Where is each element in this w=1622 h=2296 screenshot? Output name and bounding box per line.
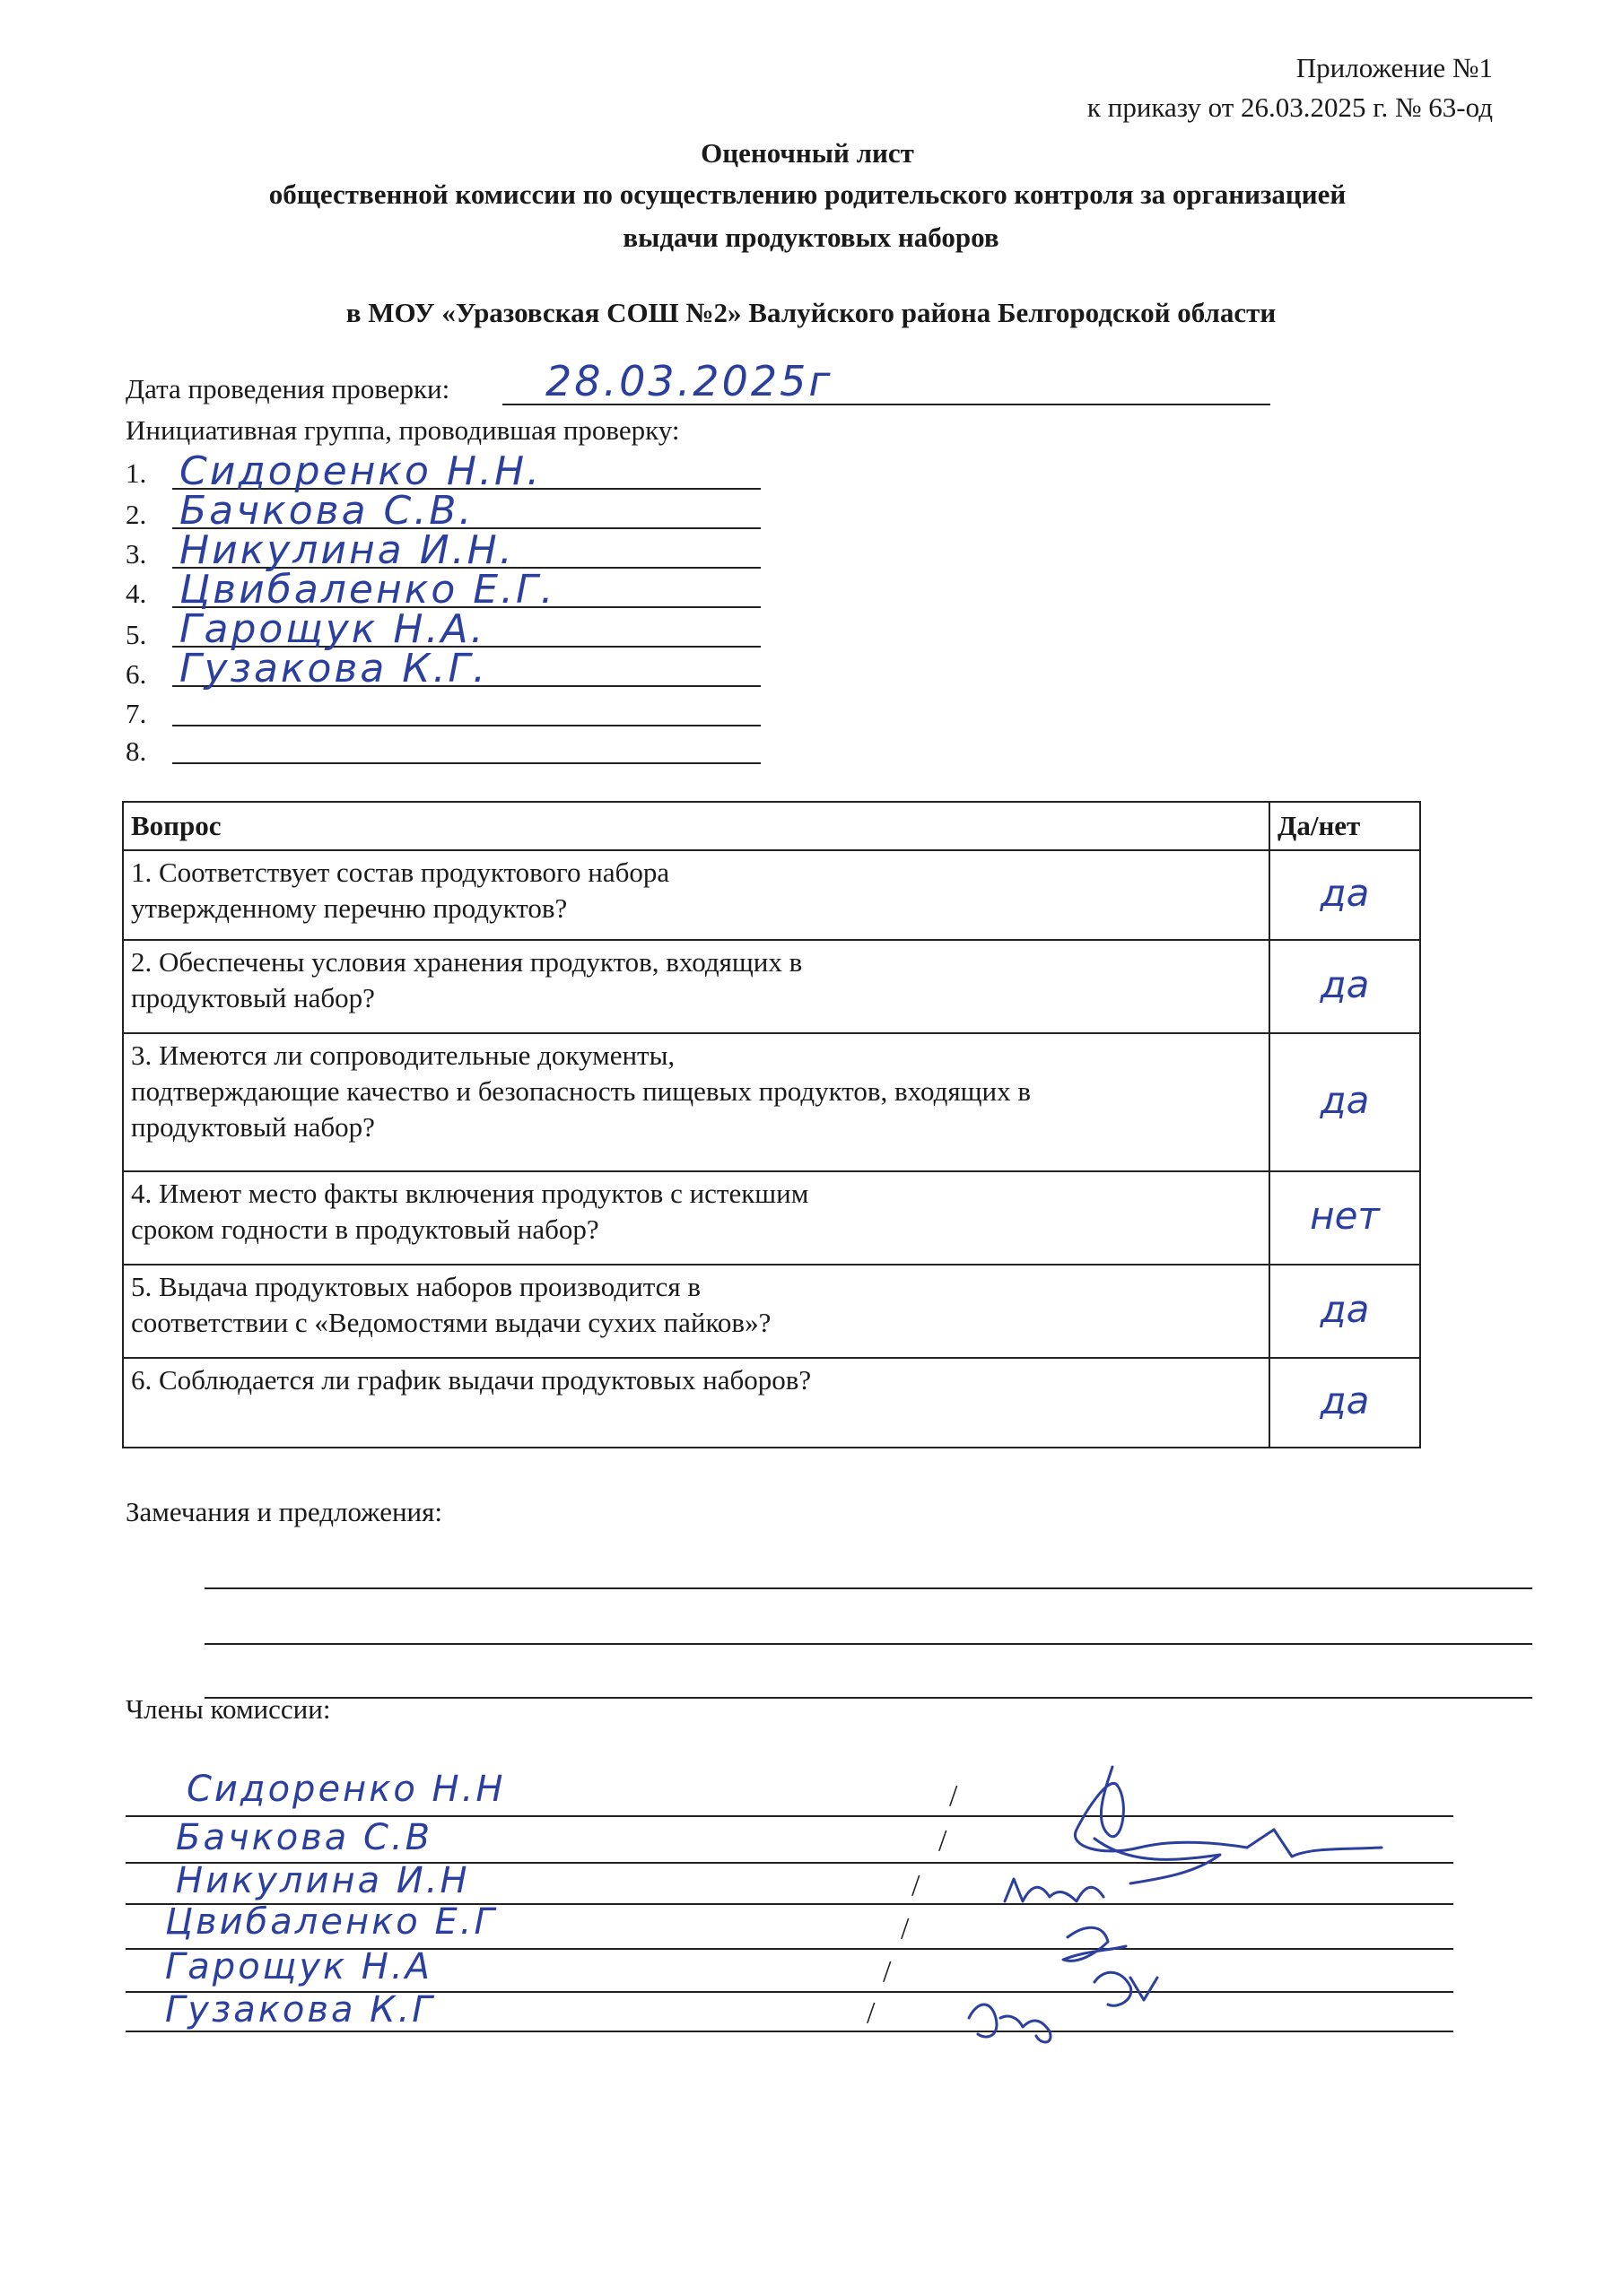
table-header-row bbox=[123, 802, 1420, 850]
signature-stroke bbox=[1063, 1927, 1126, 1961]
separator: / bbox=[867, 1996, 876, 2030]
question-line: 4. Имеют место факты включения продуктов с истекшим bbox=[131, 1178, 809, 1209]
group-label: Инициативная группа, проводившая проверку: bbox=[126, 414, 680, 446]
member-name: Гарощук Н.А bbox=[165, 1946, 433, 1987]
answer-cell bbox=[1269, 850, 1420, 940]
remarks-line bbox=[205, 1643, 1532, 1645]
appendix-line-1: Приложение №1 bbox=[1295, 52, 1493, 83]
table-row bbox=[123, 1265, 1420, 1358]
member-name: Гузакова К.Г. bbox=[179, 646, 489, 691]
signatures-graphic bbox=[951, 1749, 1489, 2045]
member-name: Цвибаленко Е.Г. bbox=[179, 567, 556, 613]
member-number: 4. bbox=[126, 578, 147, 609]
member-name: Сидоренко Н.Н bbox=[187, 1769, 506, 1810]
question-line: утвержденному перечню продуктов? bbox=[131, 892, 568, 924]
question-line: 3. Имеются ли сопроводительные документы, bbox=[131, 1039, 676, 1071]
answer-cell bbox=[1269, 1265, 1420, 1358]
answer-cell bbox=[1269, 940, 1420, 1033]
doc-subtitle-1: общественной комиссии по осуществлению родительского контроля за организацией bbox=[268, 178, 1347, 210]
commission-label: Члены комиссии: bbox=[126, 1693, 331, 1725]
question-cell bbox=[123, 1033, 1269, 1171]
questions-table bbox=[122, 801, 1421, 1448]
question-line: 2. Обеспечены условия хранения продуктов, входящих в bbox=[131, 946, 803, 978]
signature-stroke bbox=[1075, 1767, 1382, 1857]
remarks-line bbox=[205, 1587, 1532, 1589]
question-line: соответствии с «Ведомостями выдачи сухих пайков»? bbox=[131, 1307, 772, 1338]
signature-stroke bbox=[969, 2005, 1051, 2042]
table-row bbox=[123, 1171, 1420, 1265]
table-row bbox=[123, 1358, 1420, 1448]
table-row bbox=[123, 850, 1420, 940]
member-number: 3. bbox=[126, 538, 147, 570]
answer-cell bbox=[1269, 1033, 1420, 1171]
member-number: 7. bbox=[126, 698, 147, 729]
answer-value: да bbox=[1320, 1378, 1370, 1422]
member-name: Бачкова С.В bbox=[176, 1817, 433, 1858]
member-name: Гузакова К.Г bbox=[165, 1989, 435, 2031]
question-line: 6. Соблюдается ли график выдачи продуктовых наборов? bbox=[131, 1364, 812, 1396]
member-number: 1. bbox=[126, 457, 147, 489]
question-line: 5. Выдача продуктовых наборов производится в bbox=[131, 1271, 702, 1302]
member-number: 2. bbox=[126, 499, 147, 530]
table-row bbox=[123, 1033, 1420, 1171]
question-cell bbox=[123, 850, 1269, 940]
answer-value: нет bbox=[1310, 1194, 1380, 1238]
answer-value: да bbox=[1320, 1287, 1370, 1331]
question-line: продуктовый набор? bbox=[131, 982, 375, 1013]
member-name: Никулина И.Н. bbox=[179, 527, 515, 573]
question-cell bbox=[123, 1171, 1269, 1265]
question-line: продуктовый набор? bbox=[131, 1111, 375, 1143]
check-date-label: Дата проведения проверки: bbox=[126, 373, 450, 404]
member-number: 5. bbox=[126, 619, 147, 650]
member-name: Никулина И.Н bbox=[176, 1860, 470, 1901]
doc-subtitle-2: выдачи продуктовых наборов bbox=[623, 222, 999, 253]
member-name: Цвибаленко Е.Г bbox=[165, 1901, 497, 1943]
check-date-value: 28.03.2025г bbox=[545, 357, 833, 405]
member-line bbox=[172, 725, 761, 726]
answer-value: да bbox=[1320, 1078, 1370, 1122]
question-line: 1. Соответствует состав продуктового набора bbox=[131, 857, 670, 888]
member-line bbox=[172, 762, 761, 764]
member-number: 6. bbox=[126, 658, 147, 690]
separator: / bbox=[911, 1869, 920, 1902]
question-cell bbox=[123, 940, 1269, 1033]
separator: / bbox=[901, 1912, 910, 1945]
signature-stroke bbox=[1094, 1972, 1157, 2005]
answer-cell bbox=[1269, 1358, 1420, 1448]
answer-cell bbox=[1269, 1171, 1420, 1265]
question-cell bbox=[123, 1265, 1269, 1358]
doc-title: Оценочный лист bbox=[701, 137, 914, 169]
doc-subtitle-3: в МОУ «Уразовская СОШ №2» Валуйского района Белгородской области bbox=[345, 297, 1277, 328]
remarks-line bbox=[205, 1697, 1532, 1699]
question-line: подтверждающие качество и безопасность пищевых продуктов, входящих в bbox=[131, 1075, 1031, 1107]
remarks-label: Замечания и предложения: bbox=[126, 1496, 443, 1527]
answer-value: да bbox=[1320, 871, 1370, 915]
member-name: Сидоренко Н.Н. bbox=[179, 448, 543, 494]
col-answer-header: Да/нет bbox=[1269, 802, 1420, 850]
separator: / bbox=[949, 1779, 958, 1813]
table-row bbox=[123, 940, 1420, 1033]
col-question-header: Вопрос bbox=[123, 802, 1269, 850]
signature-stroke bbox=[1005, 1879, 1103, 1901]
member-name: Бачкова С.В. bbox=[179, 488, 475, 534]
member-name: Гарощук Н.А. bbox=[179, 606, 486, 652]
question-line: сроком годности в продуктовый набор? bbox=[131, 1213, 599, 1245]
separator: / bbox=[883, 1955, 892, 1988]
appendix-line-2: к приказу от 26.03.2025 г. № 63-од bbox=[1086, 91, 1493, 123]
member-number: 8. bbox=[126, 735, 147, 767]
answer-value: да bbox=[1320, 962, 1370, 1006]
separator: / bbox=[938, 1824, 947, 1857]
question-cell bbox=[123, 1358, 1269, 1448]
